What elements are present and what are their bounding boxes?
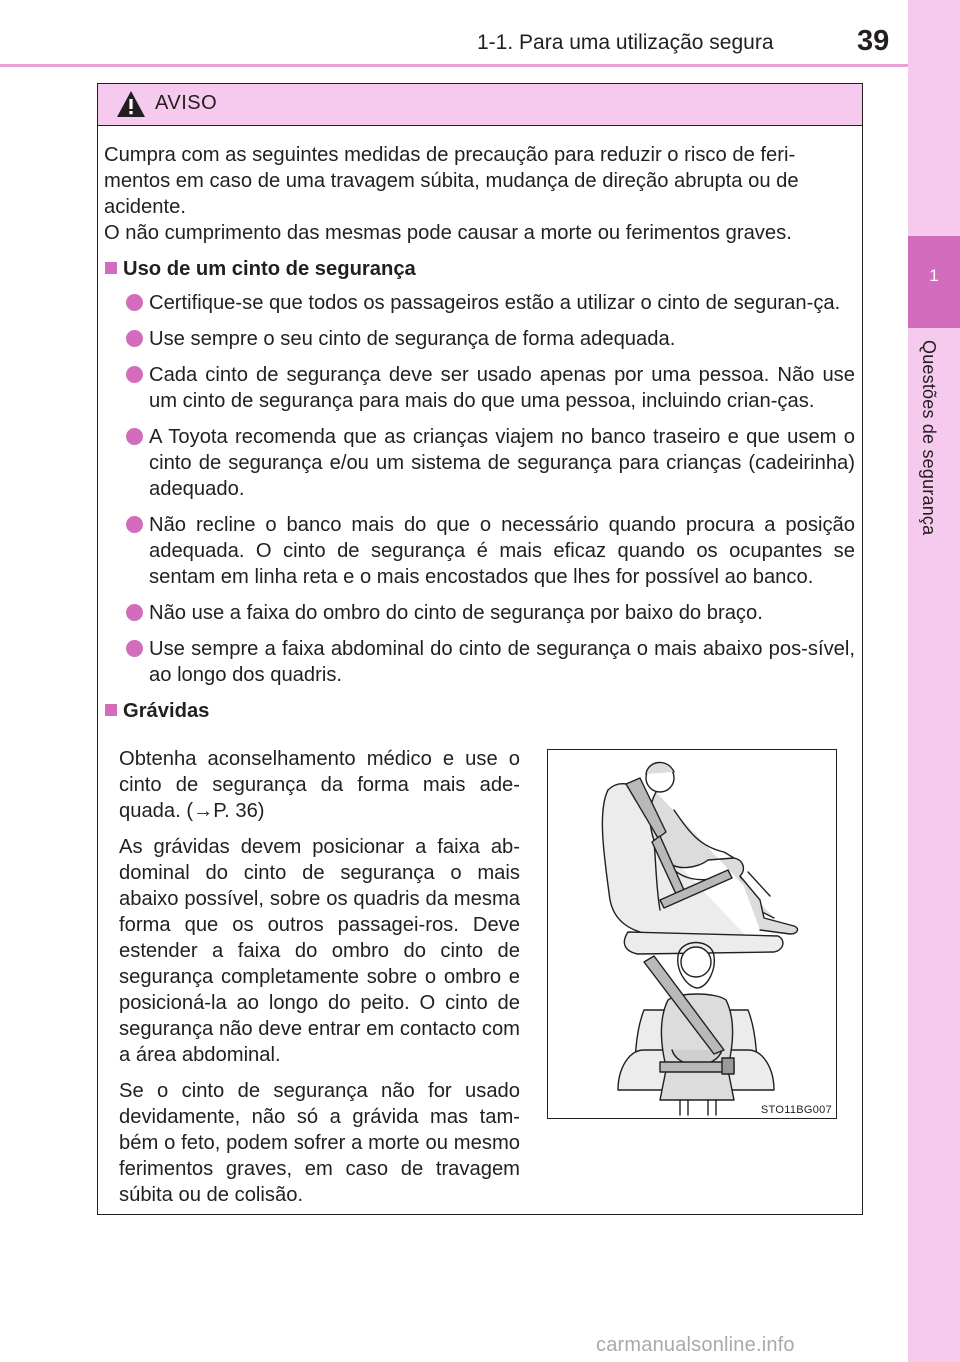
- pregnancy-text: [119, 746, 520, 1218]
- page-number: 39: [857, 25, 890, 57]
- intro-line: Cumpra com as seguintes medidas de precaução para reduzir o risco de feri-: [104, 144, 796, 166]
- list-item-text: A Toyota recomenda que as crianças viajem no banco traseiro e que usem o cinto de segurança e/ou um sistema de segurança para crianças (cadeirinha) adequado.: [149, 426, 855, 500]
- paragraph: As grávidas devem posicionar a faixa ab-dominal do cinto de segurança o mais abaixo possível, sobre os quadris da mesma forma que os outros passagei-ros. Deve estender a faixa do ombro do cinto de segurança completamente sobre o ombro e posicioná-la ao longo do peito. O cinto de segurança não deve entrar em contacto com a área abdominal.: [119, 836, 520, 1066]
- list-item: [104, 600, 855, 626]
- section-heading-pregnant: [104, 698, 855, 724]
- round-bullet-icon: [126, 604, 143, 621]
- chapter-title: Questões de segurança: [919, 340, 939, 536]
- header-divider: [0, 64, 908, 67]
- footer-watermark: carmanualsonline.info: [596, 1334, 795, 1356]
- paragraph: Se o cinto de segurança não for usado devidamente, não só a grávida mas tam-bém o feto, podem sofrer a morte ou mesmo ferimentos graves, em caso de travagem súbita ou de colisão.: [119, 1080, 520, 1206]
- list-item-text: Não use a faixa do ombro do cinto de segurança por baixo do braço.: [149, 602, 763, 624]
- list-item: [104, 424, 855, 502]
- list-item-text: Use sempre o seu cinto de segurança de forma adequada.: [149, 328, 676, 350]
- list-item: [104, 636, 855, 688]
- list-item: [104, 326, 855, 352]
- section-heading-seatbelt: [104, 256, 855, 282]
- warning-triangle-icon: [116, 90, 146, 118]
- warning-box: [97, 83, 863, 1215]
- warning-content: [104, 142, 855, 724]
- round-bullet-icon: [126, 330, 143, 347]
- list-item: [104, 290, 855, 316]
- round-bullet-icon: [126, 428, 143, 445]
- list-item: [104, 512, 855, 590]
- list-item-text: Cada cinto de segurança deve ser usado apenas por uma pessoa. Não use um cinto de segurança para mais do que uma pessoa, incluindo crian-ças.: [149, 364, 855, 412]
- round-bullet-icon: [126, 294, 143, 311]
- figure-id: STO11BG007: [760, 1104, 832, 1116]
- section-heading-label: Grávidas: [123, 700, 210, 722]
- seatbelt-illustration: [547, 749, 837, 1119]
- section-title: 1-1. Para uma utilização segura: [477, 31, 774, 54]
- list-item-text: Use sempre a faixa abdominal do cinto de segurança o mais abaixo pos-sível, ao longo dos quadris.: [149, 638, 855, 686]
- section-heading-label: Uso de um cinto de segurança: [123, 258, 416, 280]
- pregnant-seatbelt-drawing: [548, 750, 838, 1120]
- list-item: [104, 362, 855, 414]
- round-bullet-icon: [126, 366, 143, 383]
- chapter-side-strip: [908, 0, 960, 1362]
- intro-line: mentos em caso de uma travagem súbita, mudança de direção abrupta ou de: [104, 170, 799, 192]
- warning-header: [98, 84, 862, 126]
- square-bullet-icon: [105, 262, 117, 274]
- list-item-text: Certifique-se que todos os passageiros estão a utilizar o cinto de seguran-ça.: [149, 292, 841, 314]
- intro-line: acidente.: [104, 196, 186, 218]
- paragraph: Obtenha aconselhamento médico e use o cinto de segurança da forma mais ade-quada. (→P. 36): [119, 748, 520, 822]
- round-bullet-icon: [126, 640, 143, 657]
- list-item-text: Não recline o banco mais do que o necessário quando procura a posição adequada. O cinto de segurança é mais eficaz quando os ocupantes se sentam em linha reta e o mais encostados que lhes for possível ao banco.: [149, 514, 855, 588]
- warning-title: AVISO: [155, 92, 218, 114]
- intro-line: O não cumprimento das mesmas pode causar a morte ou ferimentos graves.: [104, 222, 792, 244]
- chapter-number: 1: [929, 266, 939, 285]
- square-bullet-icon: [105, 704, 117, 716]
- round-bullet-icon: [126, 516, 143, 533]
